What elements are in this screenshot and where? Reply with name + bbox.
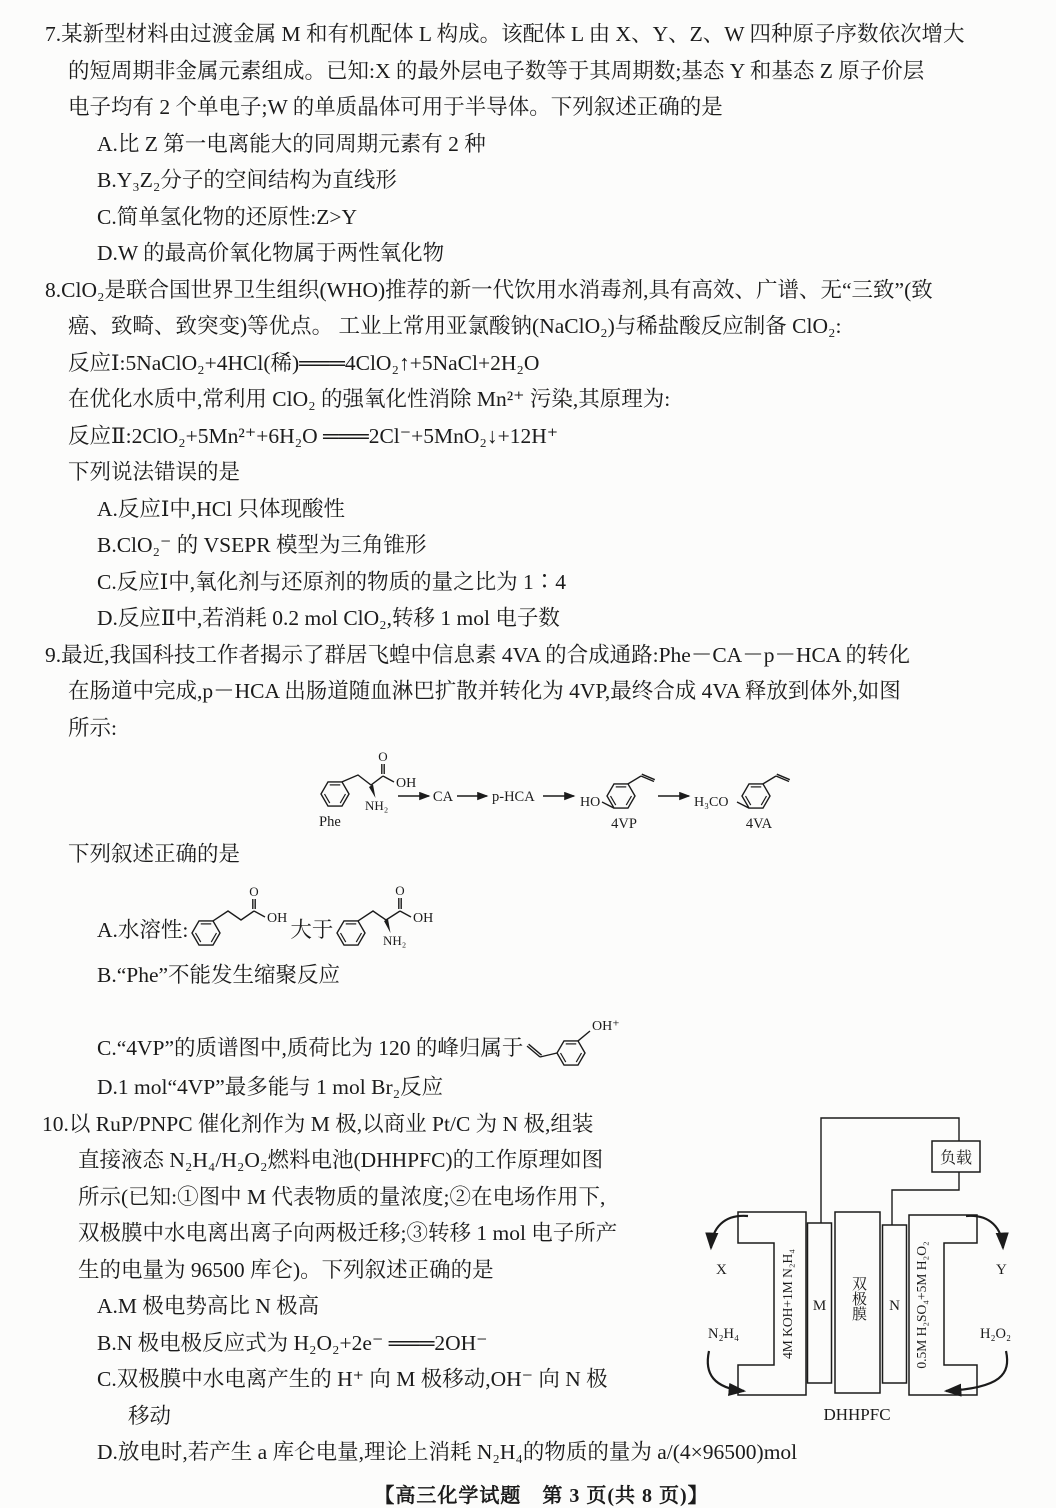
q9-prompt: 下列叙述正确的是 bbox=[68, 842, 241, 866]
benzene-ring bbox=[321, 782, 349, 806]
q8-reaction-2: 反应Ⅱ:2ClO₂+5Mn²⁺+6H₂O ═══2Cl⁻+5MnO₂↓+12H⁺ bbox=[68, 423, 559, 448]
page-footer: 【高三化学试题 第 3 页(共 8 页)】 bbox=[374, 1484, 709, 1507]
circuit-wire bbox=[892, 1172, 959, 1225]
q9-option-d: D.1 mol“4VP”最多能与 1 mol Br₂反应 bbox=[97, 1075, 444, 1099]
q7-option-b: B.Y₃Z₂分子的空间结构为直线形 bbox=[97, 168, 397, 192]
atom-label-oh-plus: OH⁺ bbox=[592, 1019, 621, 1034]
anolyte-channel bbox=[738, 1212, 806, 1395]
q7-option-c: C.简单氢化物的还原性:Z>Y bbox=[97, 204, 357, 229]
inflow-right-label: H₂O₂ bbox=[980, 1325, 1012, 1342]
q8-reaction-1: 反应Ⅰ:5NaClO₂+4HCl(稀)═══4ClO₂↑+5NaCl+2H₂O bbox=[68, 350, 540, 375]
q7-option-a: A.比 Z 第一电离能大的同周期元素有 2 种 bbox=[97, 131, 486, 156]
atom-label-oh: OH bbox=[267, 910, 288, 926]
outflow-left-label: X bbox=[716, 1261, 727, 1278]
q10-line: 所示(已知:①图中 M 代表物质的量浓度;②在电场作用下, bbox=[78, 1184, 606, 1209]
q7-line: 7.某新型材料由过渡金属 M 和有机配体 L 构成。该配体 L 由 X、Y、Z、W 四种原子序数依次增大 bbox=[45, 22, 965, 46]
atom-label-o: O bbox=[395, 882, 406, 898]
electrode-m-label: M bbox=[812, 1297, 827, 1314]
atom-label-h3co: H₃CO bbox=[694, 795, 729, 810]
q9-option-a bbox=[45, 877, 1038, 957]
question-8 bbox=[45, 272, 1038, 637]
q7-line: 电子均有 2 个单电子;W 的单质晶体可用于半导体。下列叙述正确的是 bbox=[68, 95, 723, 119]
q10-option-b: B.N 极电极反应式为 H₂O₂+2e⁻ ═══2OH⁻ bbox=[97, 1330, 488, 1355]
benzene-ring bbox=[192, 920, 220, 944]
cell-caption: DHHPFC bbox=[823, 1404, 891, 1424]
phenylpropanoic-acid-structure bbox=[188, 883, 290, 957]
q10-option-d: D.放电时,若产生 a 库仑电量,理论上消耗 N₂H₄的物质的量为 a/(4×96500)mol bbox=[97, 1440, 798, 1464]
question-10 bbox=[42, 1106, 1038, 1471]
outflow-right-label: Y bbox=[996, 1261, 1007, 1278]
q9-option-c-prefix: C.“4VP”的质谱图中,质荷比为 120 的峰归属于 bbox=[97, 1036, 524, 1060]
q10-option-c: C.双极膜中水电离产生的 H⁺ 向 M 极移动,OH⁻ 向 N 极 bbox=[97, 1367, 608, 1391]
inflow-left-label: N₂H₄ bbox=[708, 1325, 740, 1342]
q7-option-d: D.W 的最高价氧化物属于两性氧化物 bbox=[97, 241, 445, 265]
q9-option-c bbox=[45, 997, 1038, 1069]
q9-option-b: B.“Phe”不能发生缩聚反应 bbox=[97, 962, 341, 987]
benzene-ring bbox=[607, 784, 635, 808]
q10-line: 双极膜中水电离出离子向两极迁移;③转移 1 mol 电子所产 bbox=[78, 1221, 618, 1245]
q9-line: 9.最近,我国科技工作者揭示了群居飞蝗中信息素 4VA 的合成通路:Phe－CA－p－HCA 的转化 bbox=[45, 642, 911, 667]
catholyte-label: 0.5M H₂SO₄+5M H₂O₂ bbox=[914, 1240, 929, 1369]
ca-label: CA bbox=[432, 789, 454, 805]
question-7 bbox=[45, 16, 1038, 272]
bipolar-membrane-label: 双极膜 bbox=[850, 1275, 866, 1321]
benzene-ring bbox=[742, 784, 770, 808]
benzene-ring bbox=[337, 920, 365, 944]
q8-line: 8.ClO₂是联合国世界卫生组织(WHO)推荐的新一代饮用水消毒剂,具有高效、广谱、无“三致”(致 bbox=[45, 277, 933, 302]
q8-line: 癌、致畸、致突变)等优点。 工业上常用亚氯酸钠(NaClO₂)与稀盐酸反应制备 ClO₂: bbox=[68, 314, 842, 338]
phca-label: p-HCA bbox=[492, 789, 535, 805]
q8-option-c: C.反应Ⅰ中,氧化剂与还原剂的物质的量之比为 1∶4 bbox=[97, 569, 566, 594]
q8-option-d: D.反应Ⅱ中,若消耗 0.2 mol ClO₂,转移 1 mol 电子数 bbox=[97, 606, 560, 630]
atom-label-nh2: NH₂ bbox=[365, 798, 389, 813]
q10-line: 10.以 RuP/PNPC 催化剂作为 M 极,以商业 Pt/C 为 N 极,组装 bbox=[42, 1111, 594, 1136]
fuel-cell-diagram bbox=[694, 1108, 1056, 1443]
load-label: 负载 bbox=[939, 1149, 973, 1167]
q8-prompt: 下列说法错误的是 bbox=[68, 460, 241, 484]
va-label: 4VA bbox=[745, 816, 773, 832]
circuit-wire bbox=[821, 1118, 959, 1223]
benzene-ring bbox=[557, 1041, 585, 1065]
anolyte-label: 4M KOH+1M N₂H₄ bbox=[780, 1248, 795, 1359]
atom-label-ho: HO bbox=[580, 795, 601, 810]
q9-option-a-prefix: A.水溶性: bbox=[97, 917, 189, 942]
atom-label-oh: OH bbox=[413, 910, 434, 926]
q9-line: 所示: bbox=[68, 715, 117, 740]
q10-option-c-cont: 移动 bbox=[128, 1403, 172, 1428]
phe-label: Phe bbox=[319, 814, 341, 830]
atom-label-nh2: NH₂ bbox=[383, 932, 407, 948]
q10-line: 直接液态 N₂H₄/H₂O₂燃料电池(DHHPFC)的工作原理如图 bbox=[78, 1148, 604, 1172]
synthesis-pathway-diagram bbox=[303, 750, 808, 834]
q8-option-a: A.反应Ⅰ中,HCl 只体现酸性 bbox=[97, 496, 345, 521]
vp-label: 4VP bbox=[611, 816, 637, 832]
q8-option-b: B.ClO₂⁻ 的 VSEPR 模型为三角锥形 bbox=[97, 533, 427, 557]
q9-option-a-comparator: 大于 bbox=[290, 917, 334, 942]
q10-line: 生的电量为 96500 库仑)。下列叙述正确的是 bbox=[78, 1257, 494, 1282]
electrode-n-label: N bbox=[889, 1297, 900, 1314]
vinylphenol-cation-structure bbox=[523, 997, 643, 1069]
q9-line: 在肠道中完成,p－HCA 出肠道随血淋巴扩散并转化为 4VP,最终合成 4VA 释放到体外,如图 bbox=[68, 679, 901, 703]
phenylalanine-structure bbox=[333, 877, 447, 957]
atom-label-oh: OH bbox=[396, 776, 417, 791]
atom-label-o: O bbox=[249, 883, 260, 899]
q8-line: 在优化水质中,常利用 ClO₂ 的强氧化性消除 Mn²⁺ 污染,其原理为: bbox=[68, 387, 671, 411]
q7-line: 的短周期非金属元素组成。已知:X 的最外层电子数等于其周期数;基态 Y 和基态 Z 原子价层 bbox=[68, 58, 925, 83]
question-9 bbox=[45, 637, 1038, 1106]
atom-label-o: O bbox=[378, 750, 388, 764]
q10-option-a: A.M 极电势高比 N 极高 bbox=[97, 1294, 320, 1318]
